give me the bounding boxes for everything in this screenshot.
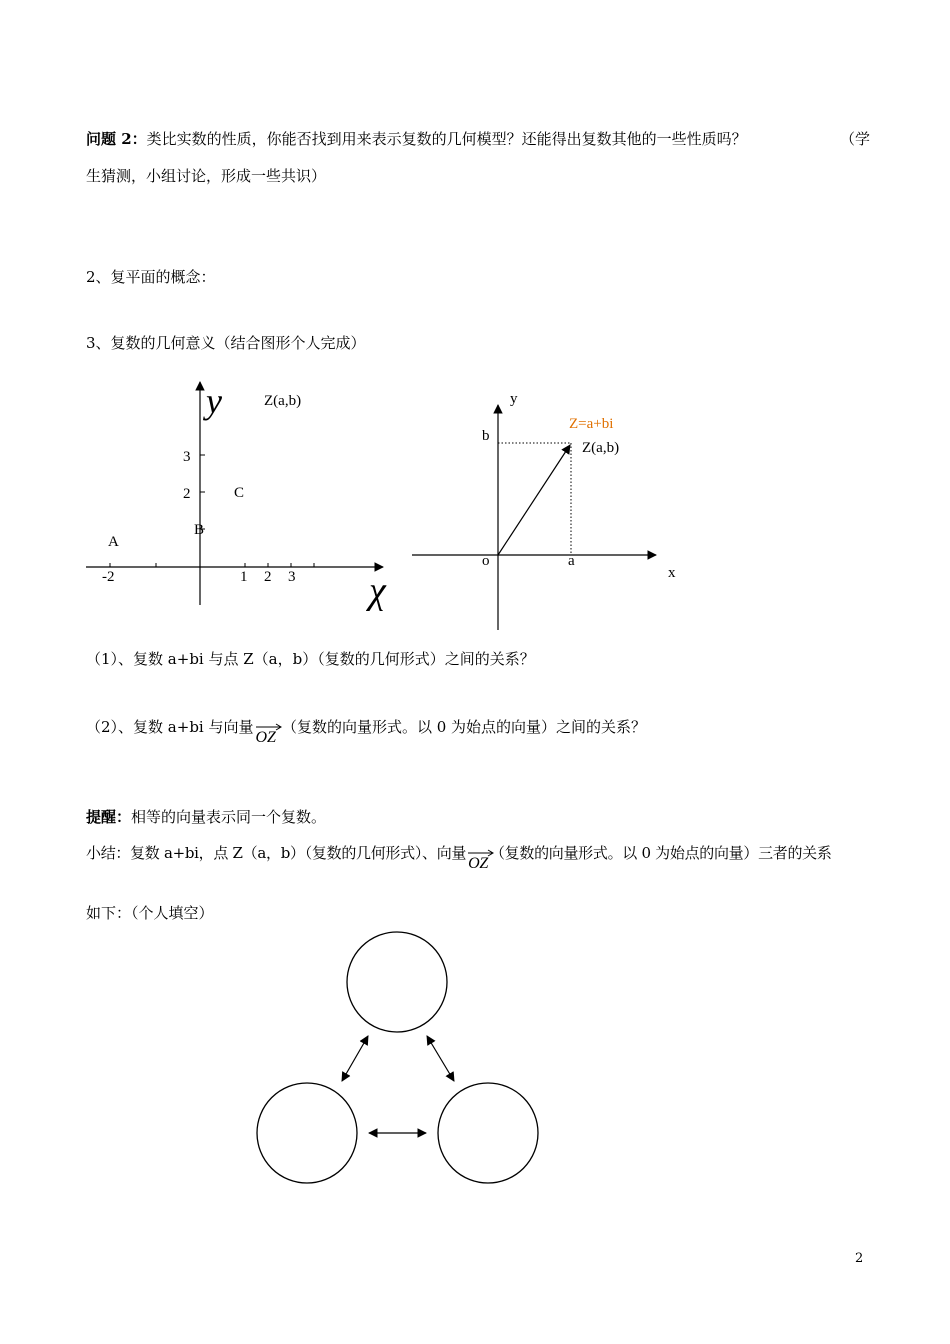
problem2-tail: （学	[840, 130, 871, 148]
summary-line2: 如下：（个人填空）	[86, 904, 214, 922]
vector-oz-notation: OZ	[256, 729, 276, 747]
left-tick-x-1: 1	[240, 569, 248, 585]
problem2-text: 类比实数的性质，你能否找到用来表示复数的几何模型？还能得出复数其他的一些性质吗？	[146, 130, 747, 148]
left-tick-y-2: 2	[183, 486, 191, 502]
question-2	[86, 716, 647, 746]
question-2-part-b: （复数的向量形式。以 0 为始点的向量）之间的关系？	[281, 718, 647, 736]
right-a-label: a	[568, 553, 575, 569]
summary-part-a: 小结：复数 a+bi，点 Z（a，b）（复数的几何形式）、向量	[86, 844, 467, 862]
left-z-label: Z(a,b)	[264, 393, 302, 409]
left-point-b: B	[194, 522, 205, 538]
left-point-c: C	[234, 485, 245, 501]
circle-left	[257, 1083, 357, 1183]
right-z-point: Z(a,b)	[582, 440, 620, 456]
left-x-axis-label: χ	[369, 570, 386, 612]
left-tick-y-3: 3	[183, 449, 191, 465]
right-y-axis-label: y	[510, 391, 518, 407]
circle-top	[347, 932, 447, 1032]
left-tick-x-3: 3	[288, 569, 296, 585]
right-origin-label: o	[482, 553, 490, 569]
left-tick-x-2: 2	[264, 569, 272, 585]
summary-line1	[86, 842, 832, 872]
right-x-axis-label: x	[668, 565, 676, 581]
circle-right	[438, 1083, 538, 1183]
right-b-label: b	[482, 428, 490, 444]
reminder-text: 相等的向量表示同一个复数。	[131, 808, 327, 826]
summary-part-b: （复数的向量形式。以 0 为始点的向量）三者的关系	[489, 844, 832, 862]
summary-vector-oz: OZ	[468, 855, 488, 873]
arrow-top-left	[342, 1036, 368, 1081]
question-1: （1）、复数 a+bi 与点 Z（a，b）（复数的几何形式）之间的关系？	[86, 650, 535, 668]
left-tick-x--2: -2	[102, 569, 115, 585]
reminder-label: 提醒：	[86, 808, 132, 826]
right-coordinate-plot	[412, 391, 676, 630]
left-coordinate-plot	[86, 381, 387, 612]
arrow-top-right	[427, 1036, 454, 1081]
reminder	[86, 806, 326, 827]
question-2-part-a: （2）、复数 a+bi 与向量	[86, 718, 254, 736]
relationship-diagram	[257, 932, 538, 1183]
right-z-formula: Z=a+bi	[569, 416, 614, 432]
problem2-label: 问题 2：	[86, 130, 147, 148]
section-2-heading: 2、复平面的概念：	[86, 268, 216, 286]
section-3-heading: 3、复数的几何意义（结合图形个人完成）	[86, 334, 366, 352]
left-point-a: A	[108, 534, 119, 550]
vector-oz	[498, 445, 570, 555]
left-y-axis-label: y	[206, 381, 222, 421]
problem2-line2: 生猜测，小组讨论，形成一些共识）	[86, 167, 327, 185]
page-number: 2	[855, 1251, 864, 1266]
